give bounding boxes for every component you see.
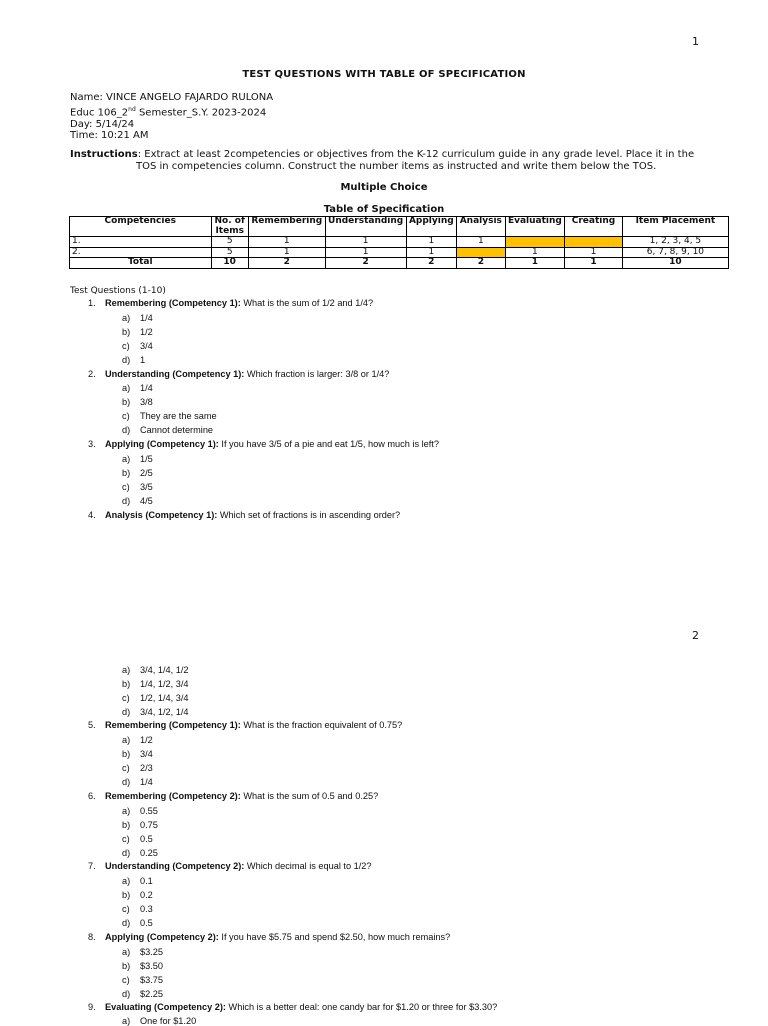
- answer-option: b) 0.75: [122, 820, 158, 830]
- student-info: [70, 92, 273, 142]
- answer-option: d) 0.5: [122, 918, 153, 928]
- header-competencies: Competencies: [70, 217, 212, 237]
- header-applying: Applying: [406, 217, 457, 237]
- answer-option: b) 3/4: [122, 749, 153, 759]
- header-remembering: Remembering: [248, 217, 325, 237]
- header-no-of-items: No. of Items: [211, 217, 248, 237]
- answer-option: c) 3/5: [122, 482, 153, 492]
- page-number: 2: [692, 629, 699, 642]
- table-cell: 1: [406, 247, 457, 258]
- table-title: Table of Specification: [323, 204, 445, 215]
- answer-option: d) Cannot determine: [122, 425, 214, 435]
- answer-option: c) They are the same: [122, 411, 217, 421]
- table-cell: 2: [325, 258, 406, 269]
- answer-option: a) 1/2: [122, 735, 153, 745]
- question-item: 8. Applying (Competency 2): If you have $5.75 and spend $2.50, how much remains?: [88, 932, 451, 942]
- section-title: Multiple Choice: [340, 182, 428, 193]
- table-cell: 1: [406, 237, 457, 248]
- highlighted-cell: [565, 237, 623, 248]
- answer-option: a) $3.25: [122, 947, 163, 957]
- answer-option: a) One for $1.20: [122, 1016, 197, 1026]
- document-title: TEST QUESTIONS WITH TABLE OF SPECIFICATION: [242, 69, 526, 80]
- table-cell: 1: [325, 247, 406, 258]
- answer-option: a) 1/4: [122, 313, 153, 323]
- answer-option: a) 1/4: [122, 383, 153, 393]
- question-item: 5. Remembering (Competency 1): What is the fraction equivalent of 0.75?: [88, 720, 403, 730]
- table-cell: 1: [565, 258, 623, 269]
- answer-option: d) 4/5: [122, 496, 153, 506]
- table-cell: 2.: [70, 247, 212, 258]
- answer-option: d) 1/4: [122, 777, 153, 787]
- answer-option: b) $3.50: [122, 961, 163, 971]
- answer-option: c) 3/4: [122, 341, 153, 351]
- answer-option: b) 3/8: [122, 397, 153, 407]
- instructions-line1: : Extract at least 2competencies or objectives from the K-12 curriculum guide in any grade level. Place it in the: [137, 149, 695, 160]
- table-cell: 1: [505, 258, 565, 269]
- table-of-specification: [69, 216, 729, 269]
- table-cell: 1: [565, 247, 623, 258]
- question-item: 7. Understanding (Competency 2): Which decimal is equal to 1/2?: [88, 861, 372, 871]
- question-item: 6. Remembering (Competency 2): What is the sum of 0.5 and 0.25?: [88, 791, 379, 801]
- answer-option: d) 0.25: [122, 848, 158, 858]
- question-item: 9. Evaluating (Competency 2): Which is a better deal: one candy bar for $1.20 or three for $3.30?: [88, 1002, 498, 1012]
- test-questions-heading: Test Questions (1-10): [70, 286, 166, 296]
- table-cell: 1: [505, 247, 565, 258]
- course-semester: Educ 106_2nd Semester_S.Y. 2023-2024: [70, 105, 267, 118]
- table-cell: 1.: [70, 237, 212, 248]
- answer-option: d) 3/4, 1/2, 1/4: [122, 707, 189, 717]
- table-row: [70, 237, 729, 248]
- answer-option: c) 1/2, 1/4, 3/4: [122, 693, 189, 703]
- answer-option: c) 2/3: [122, 763, 153, 773]
- table-cell: 1: [248, 237, 325, 248]
- instructions-line2: TOS in competencies column. Construct the number items as instructed and write them below the TOS.: [136, 161, 657, 172]
- page-number: 1: [692, 35, 699, 48]
- table-cell: 1, 2, 3, 4, 5: [622, 237, 728, 248]
- date: Day: 5/14/24: [70, 118, 135, 130]
- answer-option: b) 1/2: [122, 327, 153, 337]
- answer-option: c) 0.3: [122, 904, 153, 914]
- table-cell: 10: [622, 258, 728, 269]
- header-item-placement: Item Placement: [622, 217, 728, 237]
- question-item: 2. Understanding (Competency 1): Which fraction is larger: 3/8 or 1/4?: [88, 369, 390, 379]
- question-item: 3. Applying (Competency 1): If you have 3/5 of a pie and eat 1/5, how much is left?: [88, 439, 439, 449]
- table-cell: 1: [325, 237, 406, 248]
- instructions: [70, 149, 710, 173]
- answer-option: c) $3.75: [122, 975, 163, 985]
- question-item: 4. Analysis (Competency 1): Which set of fractions is in ascending order?: [88, 510, 401, 520]
- answer-option: a) 0.55: [122, 806, 158, 816]
- table-cell: 1: [248, 247, 325, 258]
- answer-option: b) 0.2: [122, 890, 153, 900]
- answer-option: c) 0.5: [122, 834, 153, 844]
- answer-option: b) 1/4, 1/2, 3/4: [122, 679, 189, 689]
- time: Time: 10:21 AM: [70, 130, 149, 142]
- header-analysis: Analysis: [457, 217, 506, 237]
- table-cell: 5: [211, 247, 248, 258]
- answer-option: b) 2/5: [122, 468, 153, 478]
- header-creating: Creating: [565, 217, 623, 237]
- table-cell: 5: [211, 237, 248, 248]
- table-cell: 2: [457, 258, 506, 269]
- table-row: [70, 247, 729, 258]
- highlighted-cell: [457, 247, 506, 258]
- table-cell: 10: [211, 258, 248, 269]
- student-name: Name: VINCE ANGELO FAJARDO RULONA: [70, 92, 274, 103]
- table-cell: 1: [457, 237, 506, 248]
- table-header-row: [70, 217, 729, 237]
- table-cell: 2: [406, 258, 457, 269]
- header-understanding: Understanding: [325, 217, 406, 237]
- answer-option: a) 1/5: [122, 454, 153, 464]
- answer-option: a) 0.1: [122, 876, 153, 886]
- table-total-row: [70, 258, 729, 269]
- answer-option: d) $2.25: [122, 989, 163, 999]
- instructions-label: Instructions: [70, 149, 138, 160]
- question-item: 1. Remembering (Competency 1): What is the sum of 1/2 and 1/4?: [88, 298, 374, 308]
- answer-option: d) 1: [122, 355, 146, 365]
- highlighted-cell: [505, 237, 565, 248]
- answer-option: a) 3/4, 1/4, 1/2: [122, 665, 189, 675]
- table-cell: 2: [248, 258, 325, 269]
- table-cell: 6, 7, 8, 9, 10: [622, 247, 728, 258]
- table-cell: Total: [70, 258, 212, 269]
- header-evaluating: Evaluating: [505, 217, 565, 237]
